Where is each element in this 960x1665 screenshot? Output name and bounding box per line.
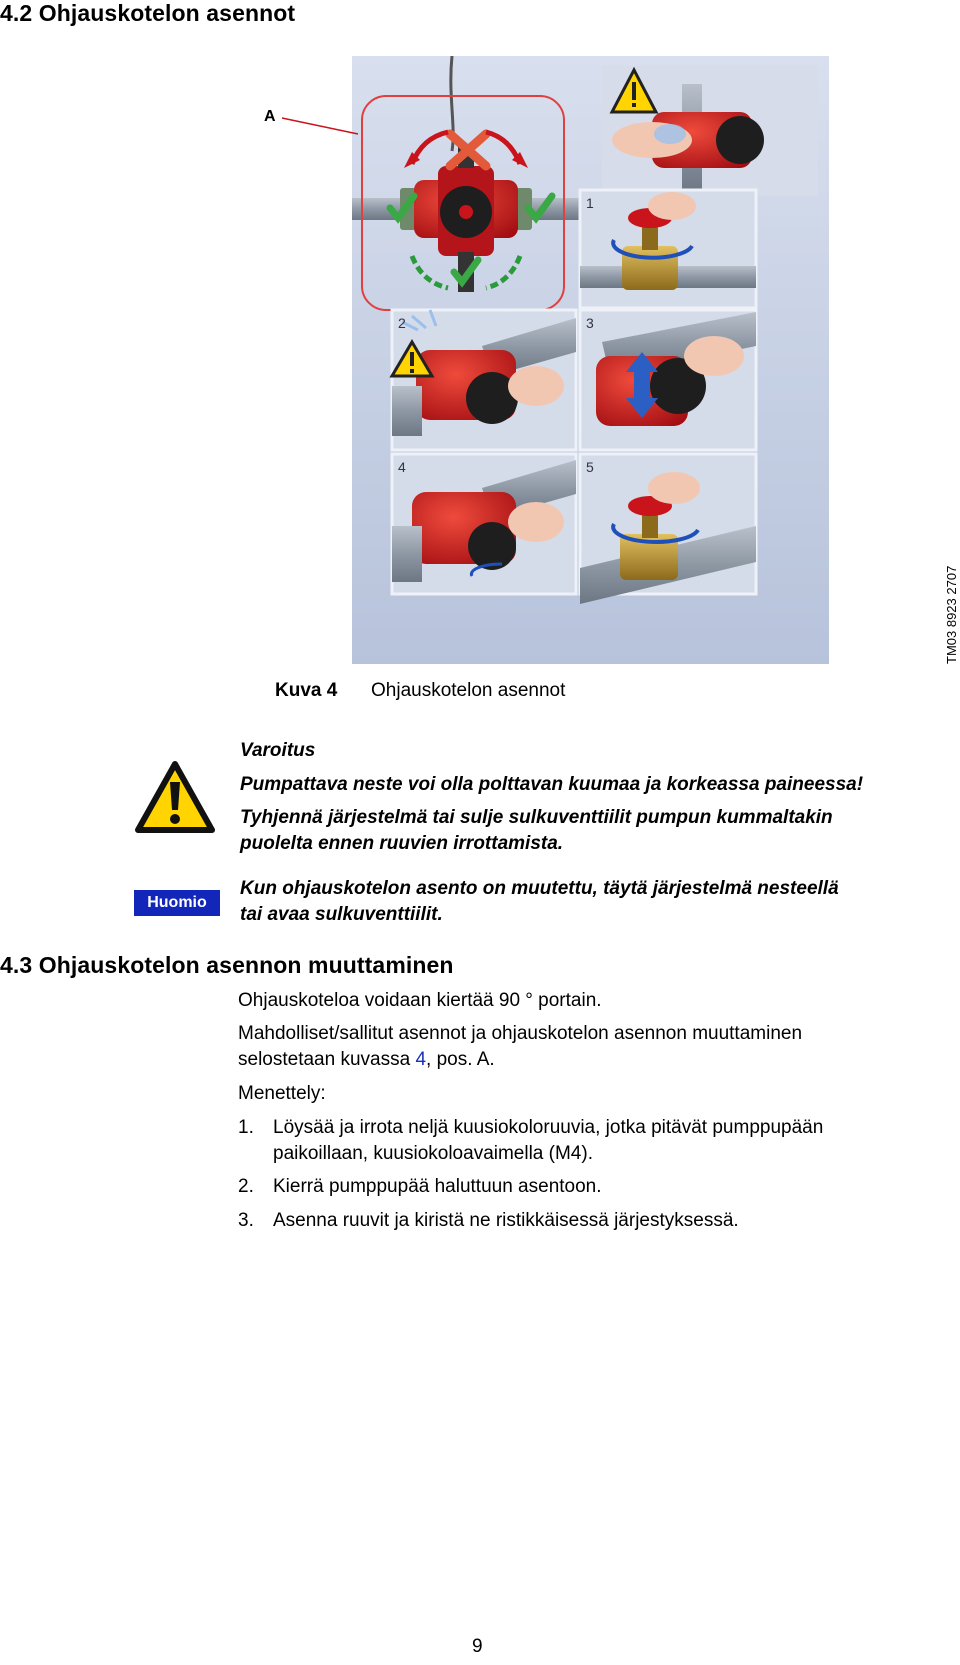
warning-line-1: Pumpattava neste voi olla polttavan kuumaa ja korkeassa paineessa! (240, 774, 864, 795)
figure-caption-text: Ohjauskotelon asennot (371, 680, 566, 701)
step-1-number: 1 (586, 195, 594, 211)
step-number: 2. (238, 1176, 254, 1197)
note-line-1: Kun ohjauskotelon asento on muutettu, täytä järjestelmä nesteellä (240, 878, 839, 899)
step-number: 1. (238, 1117, 254, 1138)
warning-line-2: Tyhjennä järjestelmä tai sulje sulkuventtiilit pumpun kummaltakin (240, 807, 833, 828)
paragraph-rotation: Ohjauskoteloa voidaan kiertää 90 ° portain. (238, 990, 602, 1011)
paragraph-positions-line-2 (238, 1047, 495, 1073)
warning-line-3: puolelta ennen ruuvien irrottamista. (240, 833, 564, 854)
step-text-line-2: paikoillaan, kuusiokoloavaimella (M4). (273, 1143, 593, 1164)
procedure-label: Menettely: (238, 1083, 326, 1104)
page-number: 9 (472, 1636, 483, 1657)
paragraph-positions-text-pre: selostetaan kuvassa (238, 1049, 416, 1070)
step-2-panel (392, 310, 576, 450)
step-4-number: 4 (398, 459, 406, 475)
procedure-step-3 (238, 1208, 938, 1234)
step-text-line-1: Löysää ja irrota neljä kuusiokoloruuvia, jotka pitävät pumppupään (273, 1117, 824, 1138)
step-text: Asenna ruuvit ja kiristä ne ristikkäisessä järjestyksessä. (273, 1210, 739, 1231)
step-5-panel (580, 454, 756, 604)
hot-pump-panel (602, 66, 818, 196)
figure-reference-code: TM03 8923 2707 (944, 565, 959, 664)
section-title-4-3: 4.3 Ohjauskotelon asennon muuttaminen (0, 952, 454, 978)
paragraph-positions-text-post: , pos. A. (426, 1049, 495, 1070)
step-number: 3. (238, 1210, 254, 1231)
figure-caption-number: Kuva 4 (275, 680, 338, 701)
callout-leader-line (280, 110, 360, 140)
paragraph-positions-line-1: Mahdolliset/sallitut asennot ja ohjauskotelon asennon muuttaminen (238, 1023, 803, 1044)
warning-heading: Varoitus (240, 740, 316, 761)
figure-link[interactable]: 4 (415, 1049, 427, 1070)
pump-illustration-svg (352, 56, 829, 664)
callout-label-a: A (264, 108, 276, 125)
step-text: Kierrä pumppupää haluttuun asentoon. (273, 1176, 602, 1197)
procedure-step-1 (238, 1115, 938, 1167)
note-badge: Huomio (134, 890, 220, 916)
warning-triangle-icon (134, 760, 216, 834)
step-4-panel (392, 454, 576, 594)
step-5-number: 5 (586, 459, 594, 475)
step-3-panel (580, 310, 756, 450)
procedure-step-2 (238, 1174, 938, 1200)
pump-illustration (352, 56, 829, 664)
step-2-number: 2 (398, 315, 406, 331)
section-title-4-2: 4.2 Ohjauskotelon asennot (0, 0, 296, 26)
step-1-panel (580, 190, 756, 308)
step-3-number: 3 (586, 315, 594, 331)
note-line-2: tai avaa sulkuventtiilit. (240, 904, 443, 925)
